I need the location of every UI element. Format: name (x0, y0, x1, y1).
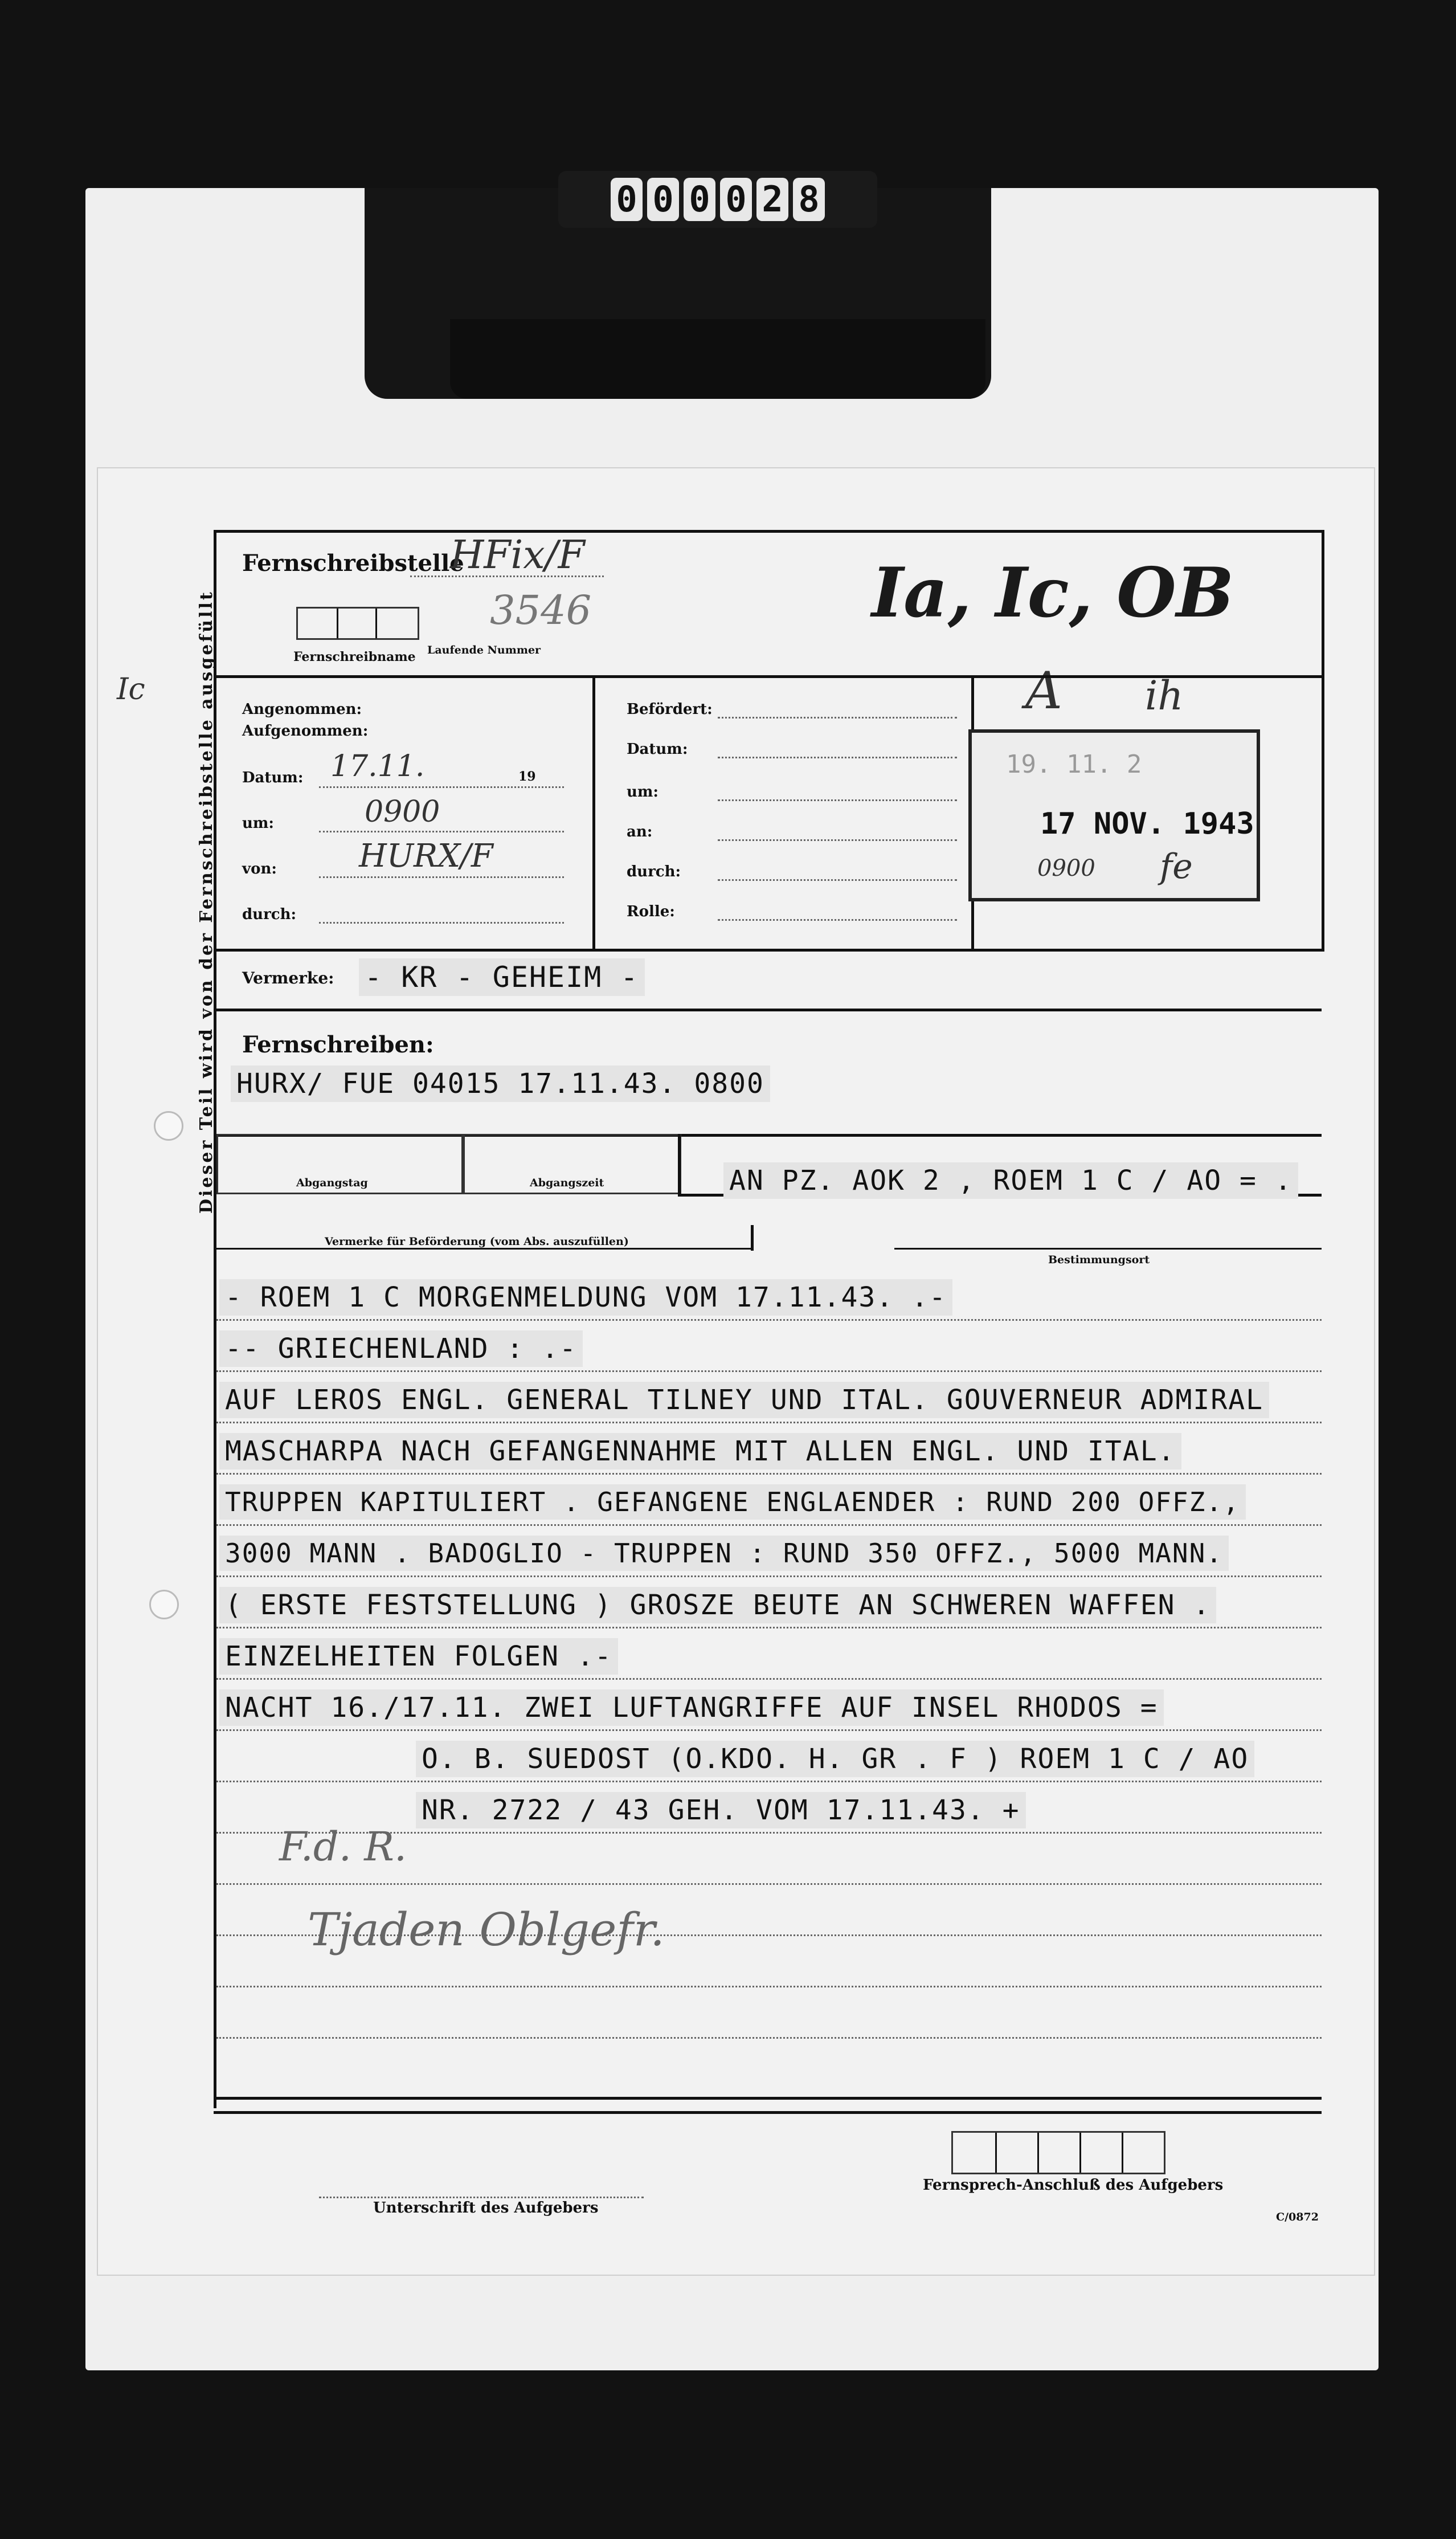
befoerdert-label: Befördert: (627, 701, 713, 718)
bestimmungsort-rule (894, 1248, 1322, 1250)
stamp-top-line: 19. 11. 2 (1006, 750, 1142, 779)
stamp-time: 0900 (1037, 855, 1095, 881)
fwd-rolle-label: Rolle: (627, 903, 675, 920)
message-line: EINZELHEITEN FOLGEN .- (219, 1638, 618, 1675)
stamp-initials: fe (1160, 847, 1193, 887)
dotted-line (319, 831, 564, 832)
stamp-date: 17 NOV. 1943 (1040, 807, 1254, 841)
message-line: AUF LEROS ENGL. GENERAL TILNEY UND ITAL. GOUVERNEUR ADMIRAL (219, 1382, 1269, 1418)
vermerke-label: Vermerke: (242, 969, 334, 987)
dotted-line (718, 757, 957, 758)
vermerke-top-rule (214, 949, 1322, 952)
ruled-line (216, 2037, 1322, 2039)
fernschreibstelle-value: HFix/F (450, 533, 585, 578)
header-top-rule (214, 530, 1322, 533)
durch-label: durch: (242, 906, 297, 923)
section-divider (592, 675, 595, 952)
vermerke-befoerderung-label: Vermerke für Beförderung (vom Abs. auszufüllen) (325, 1235, 629, 1248)
fernsprech-boxes (951, 2131, 1165, 2174)
vertical-side-note: Dieser Teil wird von der Fernschreibstelle ausgefüllt (197, 590, 216, 1214)
box-divider (1079, 2133, 1081, 2173)
dispatch-divider (678, 1134, 681, 1197)
dotted-line (718, 839, 957, 841)
datum-value: 17.11. (330, 749, 425, 783)
ruled-line (216, 1370, 1322, 1372)
von-label: von: (242, 860, 277, 877)
footer-rule-2 (214, 2111, 1322, 2114)
year-prefix: 19 (518, 769, 536, 784)
message-line: NACHT 16./17.11. ZWEI LUFTANGRIFFE AUF INSEL RHODOS = (219, 1689, 1164, 1726)
fernsprech-label: Fernsprech-Anschluß des Aufgebers (923, 2177, 1224, 2194)
vermerke-befoerderung-rule (216, 1248, 752, 1250)
footer-rule-1 (214, 2097, 1322, 2100)
routing-note: Ia, Ic, OB (872, 553, 1234, 633)
abgangstag-label: Abgangstag (296, 1177, 368, 1189)
signature-line (319, 2197, 644, 2198)
vermerke-befoerderung-end (751, 1225, 754, 1251)
fernschreiben-header-line: HURX/ FUE 04015 17.11.43. 0800 (231, 1066, 770, 1102)
von-value: HURX/F (359, 838, 493, 875)
fernschreibname-label: Fernschreibname (293, 650, 416, 664)
angenommen-label: Angenommen: (242, 701, 362, 718)
dotted-line (319, 786, 564, 788)
dotted-line (718, 919, 957, 921)
box-divider (337, 609, 338, 638)
handwritten-initial: A (1025, 661, 1062, 721)
header-bottom-rule (214, 675, 1322, 678)
right-border (1322, 530, 1324, 952)
punch-hole (154, 1111, 183, 1141)
ruled-line (216, 1883, 1322, 1885)
counter-digit: 2 (756, 178, 788, 221)
message-line: -- GRIECHENLAND : .- (219, 1330, 583, 1367)
margin-note: Ic (117, 672, 145, 707)
counter-digit: 8 (793, 178, 825, 221)
ruled-line (216, 1319, 1322, 1321)
vermerke-value: - KR - GEHEIM - (359, 958, 645, 996)
fwd-datum-label: Datum: (627, 741, 688, 758)
fwd-um-label: um: (627, 783, 659, 801)
datum-label: Datum: (242, 769, 304, 786)
ruled-line (216, 1575, 1322, 1577)
message-line: O. B. SUEDOST (O.KDO. H. GR . F ) ROEM 1 C / AO (416, 1741, 1254, 1777)
laufende-nummer-label: Laufende Nummer (427, 644, 541, 656)
counter-digit: 0 (720, 178, 752, 221)
fdr-note: F.d. R. (279, 1823, 407, 1870)
ruled-line (216, 1729, 1322, 1731)
ruled-line (216, 1678, 1322, 1680)
message-line: TRUPPEN KAPITULIERT . GEFANGENE ENGLAENDER : RUND 200 OFFZ., (219, 1484, 1246, 1520)
dotted-line (319, 922, 564, 924)
film-frame-counter (558, 171, 877, 228)
signature: Tjaden Oblgefr. (308, 1903, 665, 1956)
unterschrift-label: Unterschrift des Aufgebers (373, 2199, 599, 2216)
um-value: 0900 (365, 795, 440, 829)
box-divider (375, 609, 377, 638)
fernschreibstelle-label: Fernschreibstelle (242, 550, 464, 577)
film-clip-inner (450, 319, 985, 399)
abgangszeit-label: Abgangszeit (530, 1177, 604, 1189)
counter-digit: 0 (647, 178, 679, 221)
ruled-line (216, 1781, 1322, 1782)
fernschreibname-boxes (296, 607, 419, 640)
bestimmungsort-label: Bestimmungsort (1048, 1254, 1150, 1266)
handwritten-initial: ih (1145, 672, 1184, 719)
fwd-an-label: an: (627, 823, 653, 840)
fwd-durch-label: durch: (627, 863, 681, 880)
box-divider (1122, 2133, 1123, 2173)
received-stamp (968, 729, 1260, 901)
box-divider (1037, 2133, 1039, 2173)
counter-digit: 0 (684, 178, 715, 221)
message-line: - ROEM 1 C MORGENMELDUNG VOM 17.11.43. .- (219, 1279, 952, 1316)
message-line: 3000 MANN . BADOGLIO - TRUPPEN : RUND 350 OFFZ., 5000 MANN. (219, 1536, 1229, 1571)
dotted-line (718, 717, 957, 719)
ruled-line (216, 1422, 1322, 1423)
vermerke-bottom-rule (214, 1009, 1322, 1011)
um-label: um: (242, 815, 275, 832)
laufende-nummer-value: 3546 (490, 587, 592, 634)
counter-digit: 0 (611, 178, 643, 221)
fernschreiben-label: Fernschreiben: (242, 1031, 434, 1058)
ruled-line (216, 1627, 1322, 1628)
body-left-border (214, 1254, 216, 2108)
ruled-line (216, 1473, 1322, 1475)
dotted-line (718, 879, 957, 881)
dotted-line (718, 799, 957, 801)
punch-hole (149, 1590, 179, 1619)
form-code: C/0872 (1276, 2211, 1319, 2223)
message-line: MASCHARPA NACH GEFANGENNAHME MIT ALLEN ENGL. UND ITAL. (219, 1433, 1181, 1469)
aufgenommen-label: Aufgenommen: (242, 722, 369, 740)
box-divider (995, 2133, 997, 2173)
dotted-line (319, 876, 564, 878)
ruled-line (216, 1524, 1322, 1526)
destination-text: AN PZ. AOK 2 , ROEM 1 C / AO = . (723, 1162, 1298, 1199)
message-line: NR. 2722 / 43 GEH. VOM 17.11.43. + (416, 1792, 1026, 1828)
ruled-line (216, 1986, 1322, 1987)
message-line: ( ERSTE FESTSTELLUNG ) GROSZE BEUTE AN SCHWEREN WAFFEN . (219, 1587, 1216, 1623)
